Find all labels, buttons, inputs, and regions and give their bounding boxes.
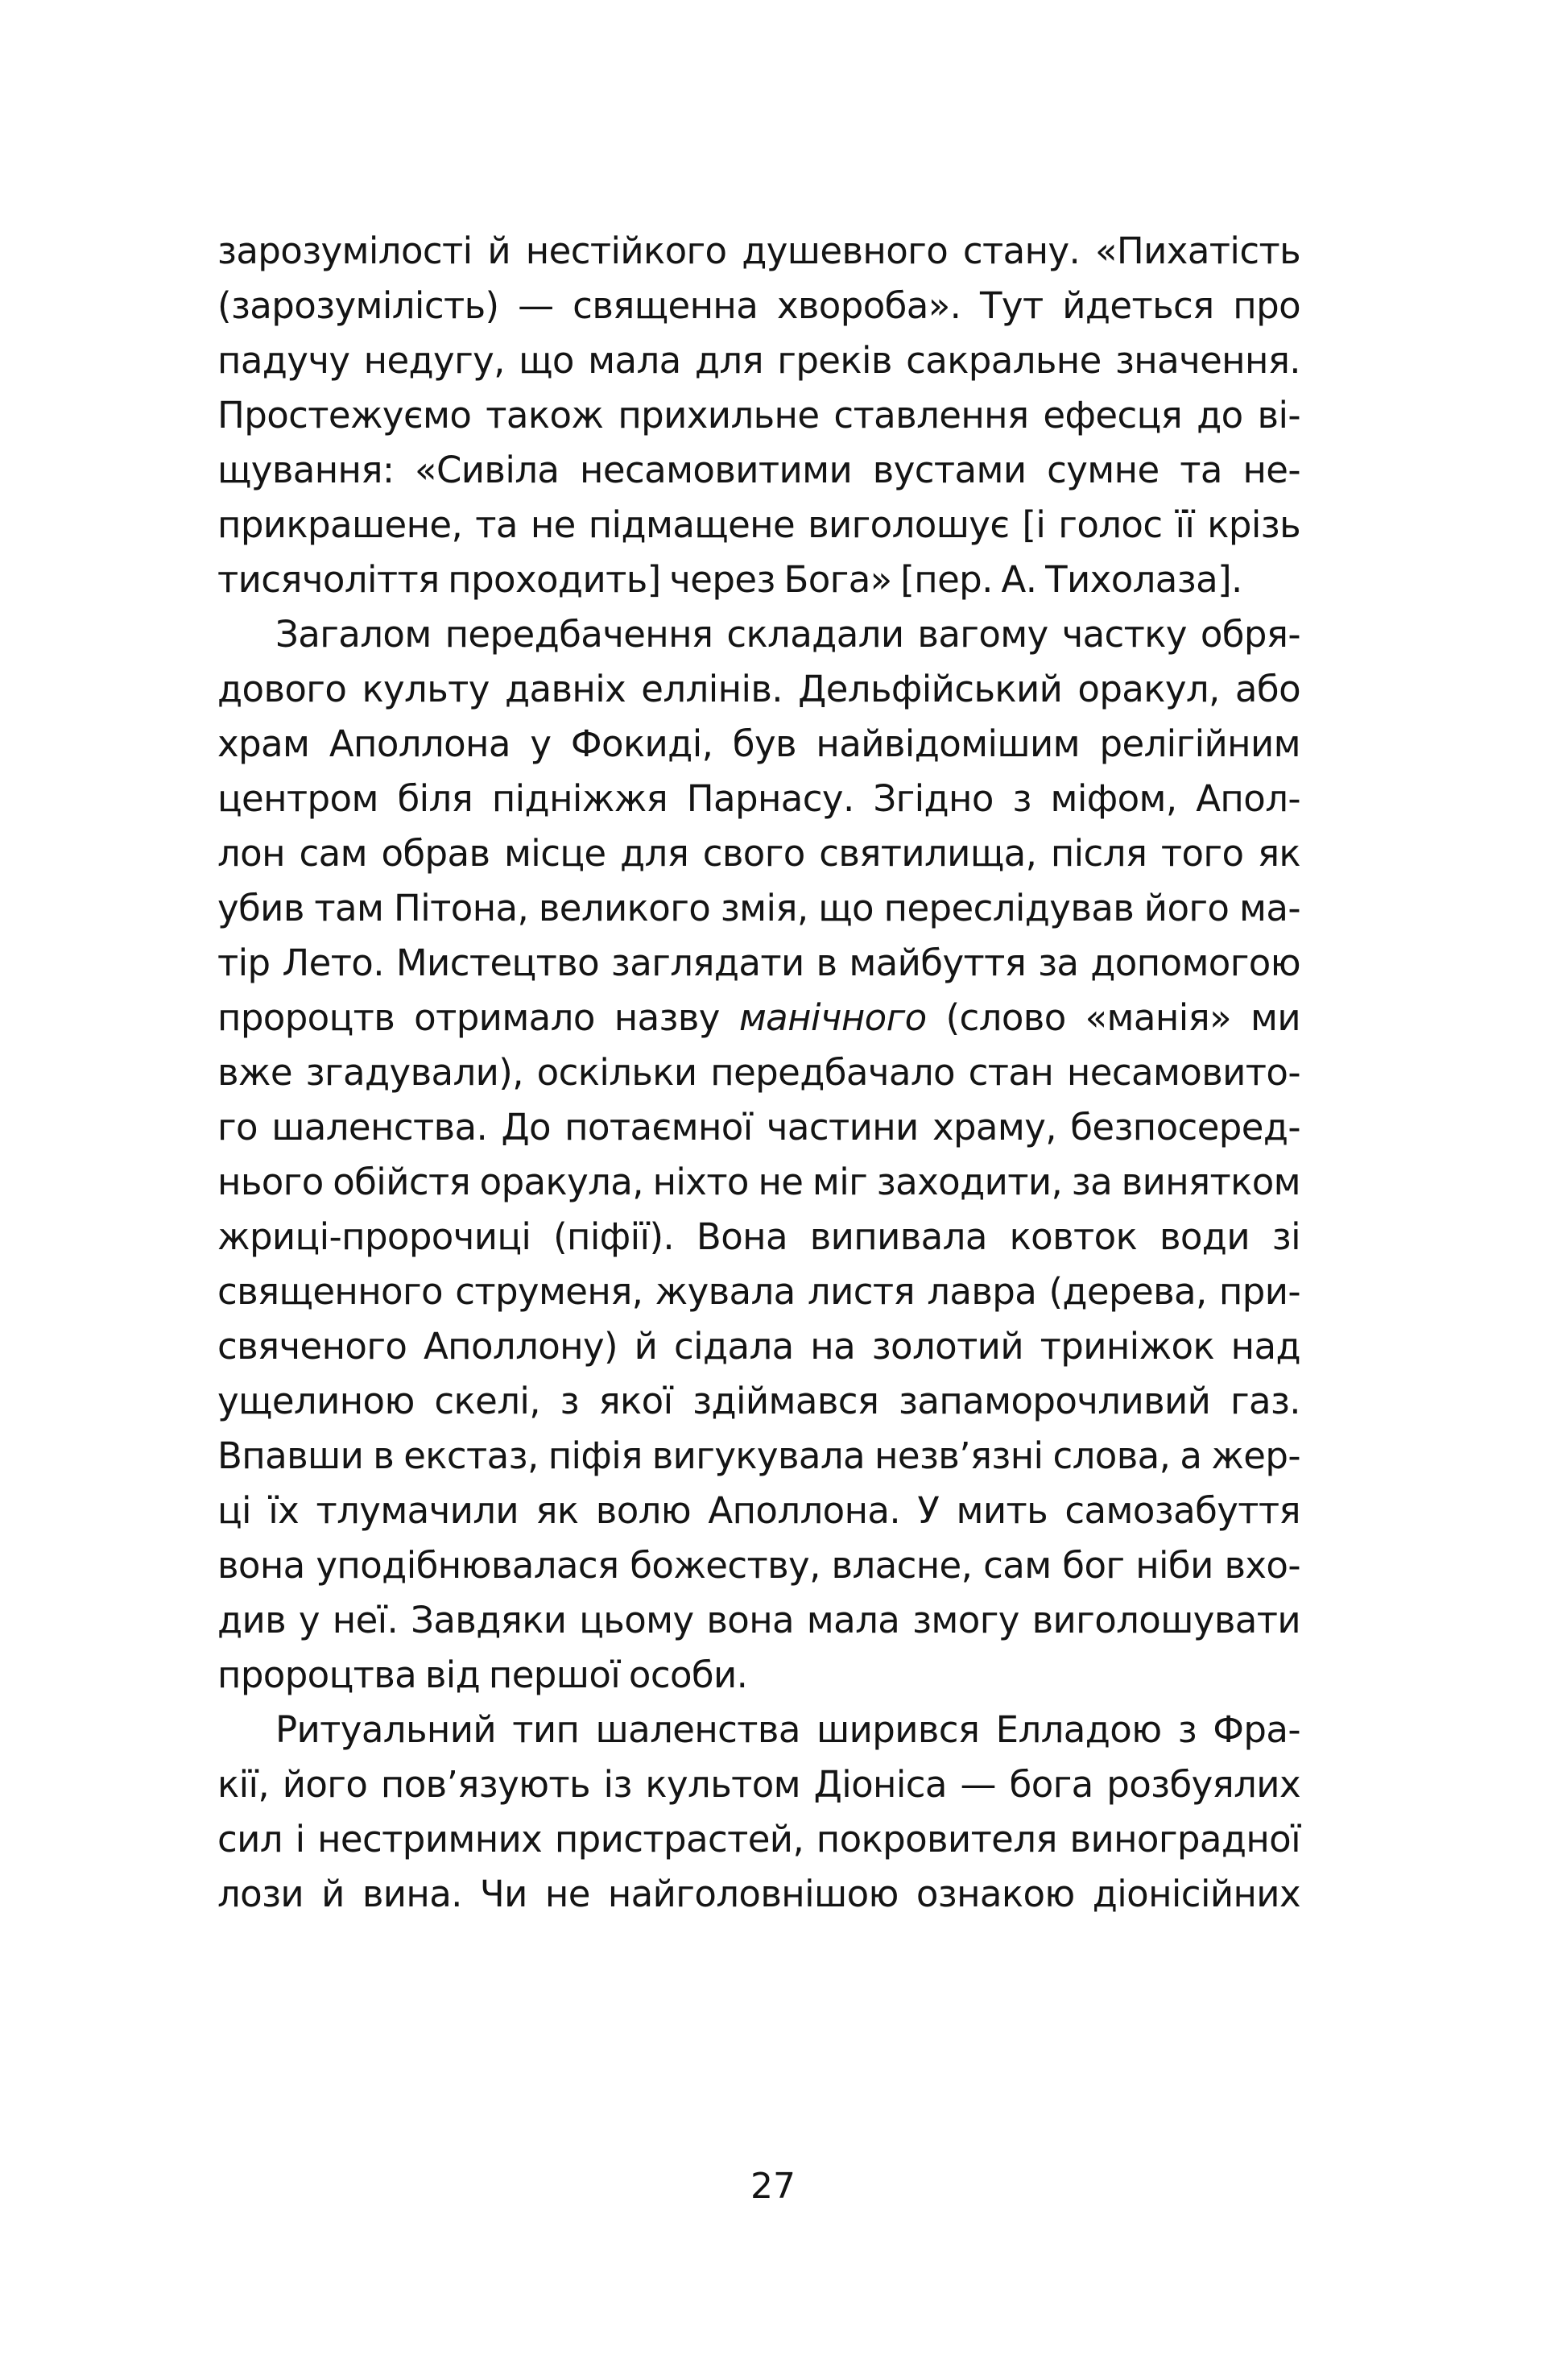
italic-term: манічного [738, 996, 927, 1039]
text-line: Простежуємо також прихильне ставлення ефесця до ві- [217, 394, 1300, 437]
text-line: вона уподібнювалася божеству, власне, сам бог ніби вхо- [217, 1544, 1300, 1587]
text-line: ці їх тлумачили як волю Аполлона. У мить самозабуття [217, 1489, 1300, 1532]
text-run: (слово «манія» ми [926, 996, 1300, 1039]
text-line: лози й вина. Чи не найголовнішою ознакою діонісійних [217, 1873, 1300, 1915]
page-number: 27 [750, 2166, 796, 2207]
text-run: пророцтв отримало назву [217, 996, 739, 1039]
text-line: ущелиною скелі, з якої здіймався запаморочливий газ. [217, 1380, 1300, 1422]
text-line: Загалом передбачення складали вагому частку обря- [275, 613, 1300, 656]
text-line: прикрашене, та не підмащене виголошує [і голос її крізь [217, 503, 1300, 546]
text-line: убив там Пітона, великого змія, що переслідував його ма- [217, 887, 1300, 929]
text-line: дового культу давніх еллінів. Дельфійський оракул, або [217, 668, 1300, 710]
text-line: жриці-пророчиці (піфії). Вона випивала ковток води зі [217, 1215, 1300, 1258]
text-line: го шаленства. До потаємної частини храму, безпосеред- [217, 1106, 1300, 1149]
text-line: нього обійстя оракула, ніхто не міг заходити, за винятком [217, 1161, 1300, 1203]
text-line: тисячоліття проходить] через Бога» [пер. А. Тихолаза]. [217, 558, 1242, 601]
text-line: кії, його пов’язують із культом Діоніса — бога розбуялих [217, 1763, 1300, 1806]
text-line: пророцтва від першої особи. [217, 1654, 748, 1696]
text-line: вже згадували), оскільки передбачало стан несамовито- [217, 1051, 1300, 1094]
text-line-with-italic [217, 991, 1300, 1045]
text-line: лон сам обрав місце для свого святилища, після того як [217, 832, 1300, 875]
text-line: тір Лето. Мистецтво заглядати в майбуття за допомогою [217, 942, 1300, 984]
text-line: центром біля підніжжя Парнасу. Згідно з міфом, Апол- [217, 777, 1300, 820]
text-line: зарозумілості й нестійкого душевного стану. «Пихатість [217, 230, 1300, 272]
text-line: свяченого Аполлону) й сідала на золотий триніжок над [217, 1325, 1300, 1368]
text-line: (зарозумілість) — священна хвороба». Тут йдеться про [217, 284, 1300, 327]
text-line: сил і нестримних пристрастей, покровителя виноградної [217, 1818, 1300, 1861]
text-line: Впавши в екстаз, піфія вигукувала незв’язні слова, а жер- [217, 1434, 1300, 1477]
text-line: див у неї. Завдяки цьому вона мала змогу виголошувати [217, 1599, 1300, 1641]
body-text [217, 224, 1300, 1922]
text-line: священного струменя, жувала листя лавра (дерева, при- [217, 1270, 1300, 1313]
text-line: храм Аполлона у Фокиді, був найвідомішим релігійним [217, 722, 1300, 765]
text-line: Ритуальний тип шаленства ширився Елладою з Фра- [275, 1708, 1300, 1751]
text-line: щування: «Сивіла несамовитими вустами сумне та не- [217, 449, 1300, 491]
text-line: падучу недугу, що мала для греків сакральне значення. [217, 339, 1300, 382]
